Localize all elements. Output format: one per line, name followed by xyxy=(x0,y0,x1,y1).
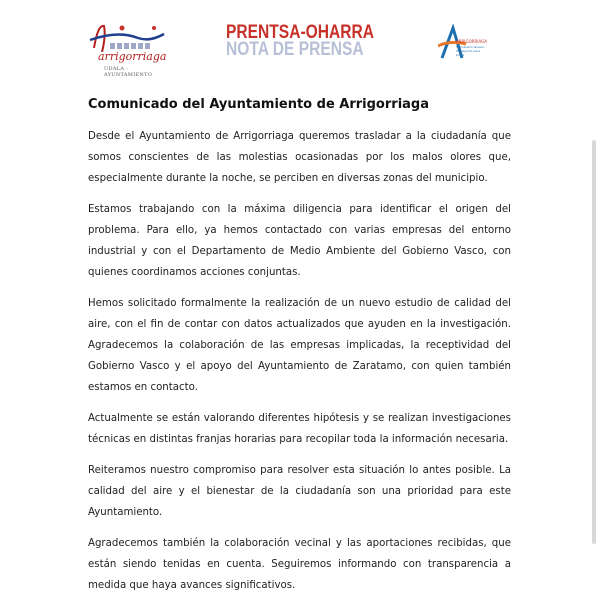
paragraph: Hemos solicitado formalmente la realización de un nuevo estudio de calidad del aire, con el fin de contar con datos actualizados que ayuden en la investigación. Agradecemos la colaboración de las empresas implicadas, la receptividad del Gobierno Vasco y el apoyo del Ayuntamiento de Zaratamo, con quien también estamos en contacto. xyxy=(88,298,511,393)
paragraph: Reiteramos nuestro compromiso para resolver esta situación lo antes posible. La calidad del aire y el bienestar de la ciudadanía son una prioridad para este Ayuntamiento. xyxy=(88,465,511,518)
paragraph: Agradecemos también la colaboración vecinal y las aportaciones recibidas, que están siendo tenidas en cuenta. Seguiremos informando con transparencia a medida que haya avances significativos. xyxy=(88,538,511,591)
brand-name: ARRIGORRIAGA xyxy=(456,39,487,44)
paragraph: Desde el Ayuntamiento de Arrigorriaga queremos trasladar a la ciudadanía que somos conscientes de las molestias ocasionadas por los malos olores que, especialmente durante la noche, se perciben en diversas zonas del municipio. xyxy=(88,131,511,184)
brand-tagline: Herriarekin lanean. Trabajando para todos xyxy=(456,45,485,57)
paragraph: Estamos trabajando con la máxima diligencia para identificar el origen del problema. Para ello, ya hemos contactado con varias empresas del entorno industrial y con el Departamento de Medio Ambiente del Gobierno Vasco, con quienes coordinamos acciones conjuntas. xyxy=(88,204,511,278)
logo-name: arrigorriaga xyxy=(98,50,167,63)
document-title: Comunicado del Ayuntamiento de Arrigorriaga xyxy=(88,97,429,112)
press-line-basque: PRENTSA-OHARRA xyxy=(226,22,375,43)
press-release-heading xyxy=(226,24,374,58)
document-body xyxy=(88,126,511,606)
arrigorriaga-brand-logo xyxy=(438,24,498,64)
document-header xyxy=(0,18,600,78)
paragraph: Actualmente se están valorando diferentes hipótesis y se realizan investigaciones técnicas en distintas franjas horarias para recopilar toda la información necesaria. xyxy=(88,413,511,445)
arrigorriaga-emblem-icon xyxy=(88,22,168,52)
logo-subtitle: UDALA - AYUNTAMIENTO xyxy=(104,66,153,78)
arrigorriaga-logo xyxy=(88,22,168,78)
scrollbar[interactable] xyxy=(592,140,596,544)
press-line-spanish: NOTA DE PRENSA xyxy=(226,39,364,60)
